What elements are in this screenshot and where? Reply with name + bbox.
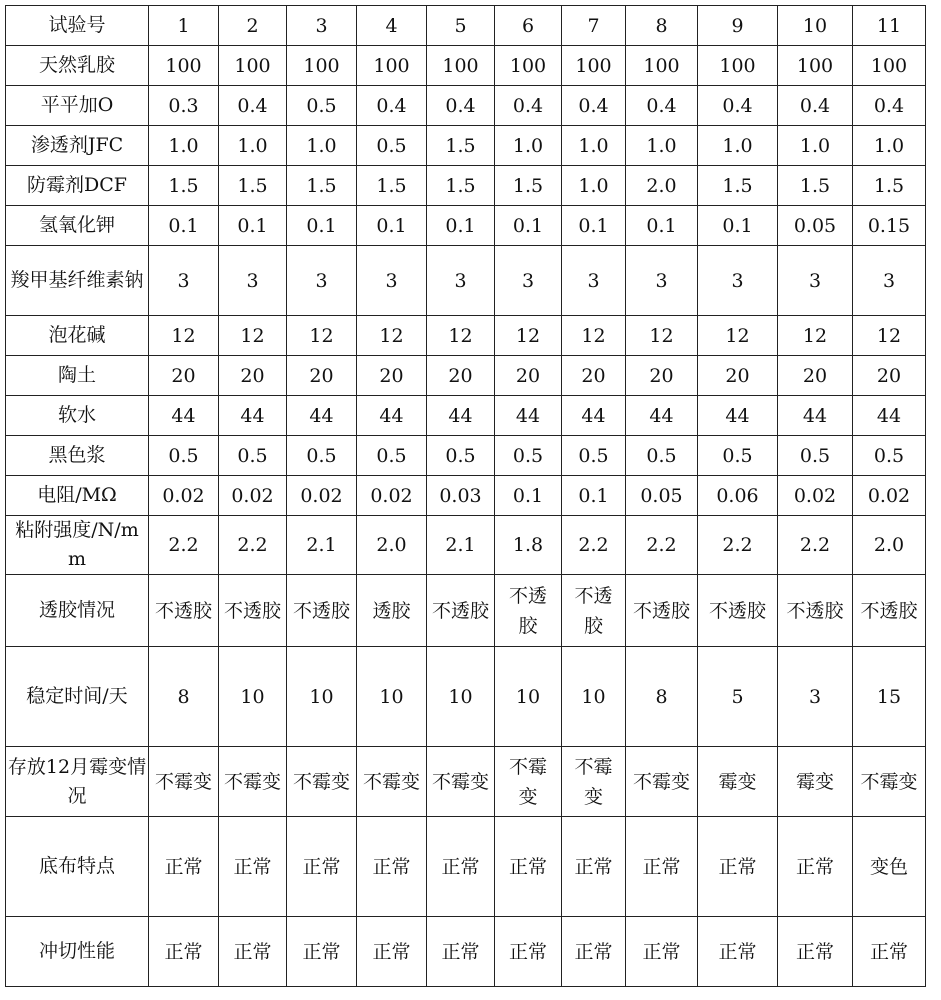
value-cell: 100 <box>626 46 698 86</box>
value-cell: 3 <box>853 246 926 316</box>
value-cell: 1.0 <box>778 126 853 166</box>
value-cell: 20 <box>219 356 287 396</box>
table-row <box>6 316 926 356</box>
value-cell: 100 <box>287 46 357 86</box>
value-cell: 44 <box>562 396 626 436</box>
value-cell: 0.1 <box>219 206 287 246</box>
value-cell: 不霉变 <box>357 747 427 817</box>
value-cell: 0.02 <box>853 476 926 516</box>
header-trial-cell: 11 <box>853 6 926 46</box>
value-cell: 0.4 <box>626 86 698 126</box>
value-cell: 2.0 <box>357 516 427 575</box>
value-cell: 0.06 <box>698 476 778 516</box>
value-cell: 2.0 <box>626 166 698 206</box>
value-cell: 0.5 <box>287 436 357 476</box>
value-cell: 3 <box>427 246 495 316</box>
value-cell: 10 <box>562 647 626 747</box>
value-cell: 不霉变 <box>495 747 562 817</box>
value-cell: 100 <box>698 46 778 86</box>
value-cell: 正常 <box>149 917 219 987</box>
value-cell: 44 <box>427 396 495 436</box>
value-cell: 2.1 <box>287 516 357 575</box>
header-trial-cell: 1 <box>149 6 219 46</box>
table-row <box>6 86 926 126</box>
row-label-cell: 黑色浆 <box>6 436 149 476</box>
value-cell: 1.5 <box>219 166 287 206</box>
row-label-cell: 存放12月霉变情况 <box>6 747 149 817</box>
value-cell: 正常 <box>149 817 219 917</box>
row-label-cell: 冲切性能 <box>6 917 149 987</box>
value-cell: 44 <box>357 396 427 436</box>
value-cell: 0.02 <box>219 476 287 516</box>
value-cell: 正常 <box>357 917 427 987</box>
value-cell: 100 <box>427 46 495 86</box>
value-cell: 8 <box>626 647 698 747</box>
table-row <box>6 917 926 987</box>
value-cell: 12 <box>626 316 698 356</box>
value-cell: 3 <box>626 246 698 316</box>
value-cell: 1.0 <box>149 126 219 166</box>
table-row <box>6 206 926 246</box>
table-row <box>6 46 926 86</box>
value-cell: 12 <box>357 316 427 356</box>
value-cell: 8 <box>149 647 219 747</box>
value-cell: 不透胶 <box>778 575 853 647</box>
value-cell: 100 <box>562 46 626 86</box>
row-label-cell: 透胶情况 <box>6 575 149 647</box>
value-cell: 不霉变 <box>287 747 357 817</box>
value-cell: 0.5 <box>219 436 287 476</box>
value-cell: 0.5 <box>778 436 853 476</box>
value-cell: 5 <box>698 647 778 747</box>
value-cell: 0.4 <box>219 86 287 126</box>
value-cell: 0.4 <box>778 86 853 126</box>
value-cell: 0.1 <box>562 206 626 246</box>
value-cell: 正常 <box>626 917 698 987</box>
value-cell: 0.02 <box>778 476 853 516</box>
value-cell: 1.0 <box>495 126 562 166</box>
value-cell: 1.5 <box>427 126 495 166</box>
value-cell: 100 <box>778 46 853 86</box>
value-cell: 3 <box>219 246 287 316</box>
table-row <box>6 647 926 747</box>
value-cell: 44 <box>778 396 853 436</box>
row-label-cell: 电阻/MΩ <box>6 476 149 516</box>
value-cell: 0.4 <box>853 86 926 126</box>
value-cell: 1.0 <box>698 126 778 166</box>
value-cell: 1.0 <box>626 126 698 166</box>
header-trial-cell: 7 <box>562 6 626 46</box>
row-label-cell: 底布特点 <box>6 817 149 917</box>
value-cell: 0.5 <box>626 436 698 476</box>
value-cell: 正常 <box>495 917 562 987</box>
header-trial-cell: 4 <box>357 6 427 46</box>
value-cell: 正常 <box>287 917 357 987</box>
value-cell: 不透胶 <box>853 575 926 647</box>
value-cell: 12 <box>495 316 562 356</box>
table-row <box>6 396 926 436</box>
header-trial-cell: 9 <box>698 6 778 46</box>
value-cell: 1.0 <box>853 126 926 166</box>
value-cell: 0.15 <box>853 206 926 246</box>
value-cell: 不透胶 <box>287 575 357 647</box>
row-label-cell: 天然乳胶 <box>6 46 149 86</box>
value-cell: 0.05 <box>778 206 853 246</box>
table-row <box>6 516 926 575</box>
row-label-cell: 陶土 <box>6 356 149 396</box>
value-cell: 0.4 <box>698 86 778 126</box>
table-row <box>6 246 926 316</box>
header-trial-cell: 2 <box>219 6 287 46</box>
row-label-cell: 泡花碱 <box>6 316 149 356</box>
value-cell: 44 <box>287 396 357 436</box>
value-cell: 12 <box>287 316 357 356</box>
value-cell: 不透胶 <box>219 575 287 647</box>
value-cell: 0.3 <box>149 86 219 126</box>
value-cell: 1.5 <box>495 166 562 206</box>
value-cell: 正常 <box>853 917 926 987</box>
value-cell: 100 <box>853 46 926 86</box>
value-cell: 0.1 <box>626 206 698 246</box>
value-cell: 0.5 <box>495 436 562 476</box>
value-cell: 3 <box>778 647 853 747</box>
value-cell: 不透胶 <box>626 575 698 647</box>
value-cell: 0.5 <box>357 126 427 166</box>
value-cell: 正常 <box>778 817 853 917</box>
value-cell: 0.1 <box>287 206 357 246</box>
value-cell: 20 <box>427 356 495 396</box>
value-cell: 0.1 <box>149 206 219 246</box>
value-cell: 20 <box>287 356 357 396</box>
value-cell: 不透胶 <box>427 575 495 647</box>
row-label-cell: 羧甲基纤维素钠 <box>6 246 149 316</box>
value-cell: 1.8 <box>495 516 562 575</box>
value-cell: 10 <box>495 647 562 747</box>
value-cell: 0.4 <box>357 86 427 126</box>
header-trial-cell: 8 <box>626 6 698 46</box>
value-cell: 100 <box>357 46 427 86</box>
value-cell: 20 <box>626 356 698 396</box>
value-cell: 正常 <box>219 917 287 987</box>
value-cell: 1.0 <box>562 166 626 206</box>
value-cell: 20 <box>853 356 926 396</box>
value-cell: 12 <box>698 316 778 356</box>
value-cell: 霉变 <box>778 747 853 817</box>
value-cell: 1.5 <box>427 166 495 206</box>
value-cell: 1.0 <box>562 126 626 166</box>
value-cell: 0.1 <box>698 206 778 246</box>
table-row <box>6 166 926 206</box>
row-label-cell: 软水 <box>6 396 149 436</box>
value-cell: 0.5 <box>427 436 495 476</box>
table-header-row <box>6 6 926 46</box>
value-cell: 12 <box>219 316 287 356</box>
value-cell: 1.0 <box>219 126 287 166</box>
value-cell: 不霉变 <box>562 747 626 817</box>
value-cell: 3 <box>698 246 778 316</box>
value-cell: 20 <box>562 356 626 396</box>
value-cell: 0.5 <box>562 436 626 476</box>
value-cell: 3 <box>495 246 562 316</box>
value-cell: 12 <box>853 316 926 356</box>
value-cell: 3 <box>149 246 219 316</box>
value-cell: 不霉变 <box>427 747 495 817</box>
value-cell: 20 <box>778 356 853 396</box>
value-cell: 1.5 <box>149 166 219 206</box>
value-cell: 不透胶 <box>698 575 778 647</box>
value-cell: 2.2 <box>219 516 287 575</box>
value-cell: 0.4 <box>495 86 562 126</box>
table-row <box>6 747 926 817</box>
value-cell: 100 <box>219 46 287 86</box>
header-trial-cell: 3 <box>287 6 357 46</box>
value-cell: 2.2 <box>149 516 219 575</box>
value-cell: 12 <box>149 316 219 356</box>
value-cell: 0.02 <box>357 476 427 516</box>
value-cell: 10 <box>287 647 357 747</box>
value-cell: 0.5 <box>698 436 778 476</box>
header-trial-cell: 6 <box>495 6 562 46</box>
value-cell: 不透胶 <box>149 575 219 647</box>
value-cell: 正常 <box>495 817 562 917</box>
value-cell: 0.1 <box>357 206 427 246</box>
value-cell: 3 <box>357 246 427 316</box>
experiment-table <box>5 5 926 987</box>
value-cell: 正常 <box>287 817 357 917</box>
value-cell: 10 <box>427 647 495 747</box>
value-cell: 0.02 <box>149 476 219 516</box>
header-label-cell: 试验号 <box>6 6 149 46</box>
value-cell: 44 <box>149 396 219 436</box>
value-cell: 0.02 <box>287 476 357 516</box>
value-cell: 10 <box>357 647 427 747</box>
value-cell: 0.1 <box>495 476 562 516</box>
value-cell: 20 <box>357 356 427 396</box>
value-cell: 12 <box>778 316 853 356</box>
value-cell: 1.0 <box>287 126 357 166</box>
header-trial-cell: 5 <box>427 6 495 46</box>
value-cell: 0.5 <box>357 436 427 476</box>
value-cell: 不霉变 <box>219 747 287 817</box>
value-cell: 20 <box>698 356 778 396</box>
value-cell: 0.5 <box>149 436 219 476</box>
value-cell: 正常 <box>357 817 427 917</box>
value-cell: 0.1 <box>562 476 626 516</box>
value-cell: 2.1 <box>427 516 495 575</box>
value-cell: 0.1 <box>495 206 562 246</box>
table-row <box>6 476 926 516</box>
row-label-cell: 渗透剂JFC <box>6 126 149 166</box>
value-cell: 12 <box>427 316 495 356</box>
table-container <box>5 5 926 987</box>
table-row <box>6 575 926 647</box>
value-cell: 0.1 <box>427 206 495 246</box>
value-cell: 2.0 <box>853 516 926 575</box>
value-cell: 1.5 <box>287 166 357 206</box>
value-cell: 2.2 <box>626 516 698 575</box>
value-cell: 100 <box>149 46 219 86</box>
value-cell: 正常 <box>219 817 287 917</box>
value-cell: 1.5 <box>853 166 926 206</box>
value-cell: 1.5 <box>778 166 853 206</box>
value-cell: 2.2 <box>562 516 626 575</box>
row-label-cell: 氢氧化钾 <box>6 206 149 246</box>
value-cell: 0.5 <box>287 86 357 126</box>
value-cell: 正常 <box>562 817 626 917</box>
value-cell: 3 <box>562 246 626 316</box>
row-label-cell: 平平加O <box>6 86 149 126</box>
value-cell: 44 <box>626 396 698 436</box>
value-cell: 20 <box>149 356 219 396</box>
value-cell: 1.5 <box>698 166 778 206</box>
value-cell: 15 <box>853 647 926 747</box>
value-cell: 1.5 <box>357 166 427 206</box>
value-cell: 正常 <box>698 817 778 917</box>
value-cell: 正常 <box>778 917 853 987</box>
value-cell: 正常 <box>698 917 778 987</box>
value-cell: 44 <box>853 396 926 436</box>
value-cell: 正常 <box>427 817 495 917</box>
table-row <box>6 817 926 917</box>
header-trial-cell: 10 <box>778 6 853 46</box>
value-cell: 44 <box>495 396 562 436</box>
table-row <box>6 126 926 166</box>
value-cell: 0.4 <box>562 86 626 126</box>
value-cell: 20 <box>495 356 562 396</box>
value-cell: 正常 <box>427 917 495 987</box>
value-cell: 3 <box>287 246 357 316</box>
value-cell: 12 <box>562 316 626 356</box>
value-cell: 不透胶 <box>562 575 626 647</box>
row-label-cell: 防霉剂DCF <box>6 166 149 206</box>
value-cell: 不霉变 <box>626 747 698 817</box>
value-cell: 霉变 <box>698 747 778 817</box>
table-row <box>6 356 926 396</box>
value-cell: 不透胶 <box>495 575 562 647</box>
value-cell: 正常 <box>562 917 626 987</box>
value-cell: 变色 <box>853 817 926 917</box>
value-cell: 10 <box>219 647 287 747</box>
table-row <box>6 436 926 476</box>
value-cell: 0.5 <box>853 436 926 476</box>
row-label-cell: 粘附强度/N/mm <box>6 516 149 575</box>
value-cell: 正常 <box>626 817 698 917</box>
value-cell: 44 <box>698 396 778 436</box>
value-cell: 3 <box>778 246 853 316</box>
value-cell: 不霉变 <box>149 747 219 817</box>
value-cell: 2.2 <box>698 516 778 575</box>
value-cell: 2.2 <box>778 516 853 575</box>
value-cell: 0.05 <box>626 476 698 516</box>
value-cell: 0.4 <box>427 86 495 126</box>
value-cell: 不霉变 <box>853 747 926 817</box>
value-cell: 44 <box>219 396 287 436</box>
value-cell: 0.03 <box>427 476 495 516</box>
row-label-cell: 稳定时间/天 <box>6 647 149 747</box>
value-cell: 100 <box>495 46 562 86</box>
value-cell: 透胶 <box>357 575 427 647</box>
